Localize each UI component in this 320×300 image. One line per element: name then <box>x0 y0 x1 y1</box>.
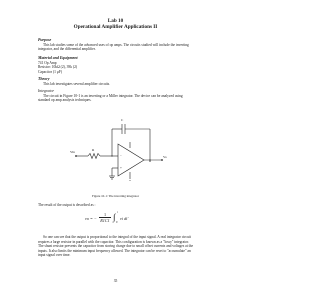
equation-denominator: R1C1 <box>100 217 110 223</box>
material-item: Capacitor (1 µF) <box>38 69 63 74</box>
purpose-heading: Purpose <box>38 38 52 42</box>
material-heading: Material and Equipment <box>38 56 78 60</box>
theory-text: This lab investigates several amplifier circuits. <box>43 81 111 86</box>
equation-lhs: vo = − <box>85 216 97 221</box>
lab-title: Operational Amplifier Applications II <box>73 24 158 30</box>
integral-upper-limit: t <box>117 211 118 214</box>
lab-number-title: Lab 10 <box>107 18 124 24</box>
figure-caption: Figure 10-1: The inverting integrator <box>91 194 140 198</box>
resistor-label: R <box>92 148 95 152</box>
integrator-circuit-diagram <box>70 106 170 188</box>
vin-label: Vin <box>70 150 75 154</box>
plus-label: + <box>120 166 122 170</box>
purpose-text: This lab studies some of the advanced uses of op amps. The circuits studied will include the inverting integrator, and the differential amplifier. <box>38 42 189 52</box>
integrator-text: The circuit in Figure 10-1 is an inverting or a Miller integrator. The device can be analyzed using standard op amp analysis techniques. <box>38 93 183 103</box>
material-item: 741 Op Amp <box>38 60 57 65</box>
integral-sign: ∫ <box>113 212 116 222</box>
equation-integrand: vi dt' <box>120 216 129 221</box>
integrator-heading: Integrator <box>38 89 54 93</box>
closing-paragraph: So one can see that the output is proportional to the integral of the input signal. A real integrator circuit requires a large resistor in parallel with the capacitor. This configuration is known as a "lossy" integrator. The shunt resistor prevents the capacitor from storing charge due to small offset currents and voltages at the inputs. It also limits the minimum input frequency allowed. The integrator can be reset to "accumulate" an input signal over time. <box>38 235 194 258</box>
page-number: 35 <box>113 279 118 283</box>
input-terminal <box>75 155 77 157</box>
theory-heading: Theory <box>38 77 50 81</box>
material-item: Resistor: 10kΩ (2), 39k (2) <box>38 65 78 69</box>
integral-lower-limit: 0 <box>116 221 118 224</box>
vout-label: Vo <box>163 155 167 159</box>
output-terminal <box>161 159 163 161</box>
capacitor-label: C <box>121 118 124 122</box>
minus-label: − <box>120 154 122 158</box>
result-intro: The result of the output is described as : <box>38 203 96 207</box>
equation-numerator: 1 <box>99 212 111 218</box>
